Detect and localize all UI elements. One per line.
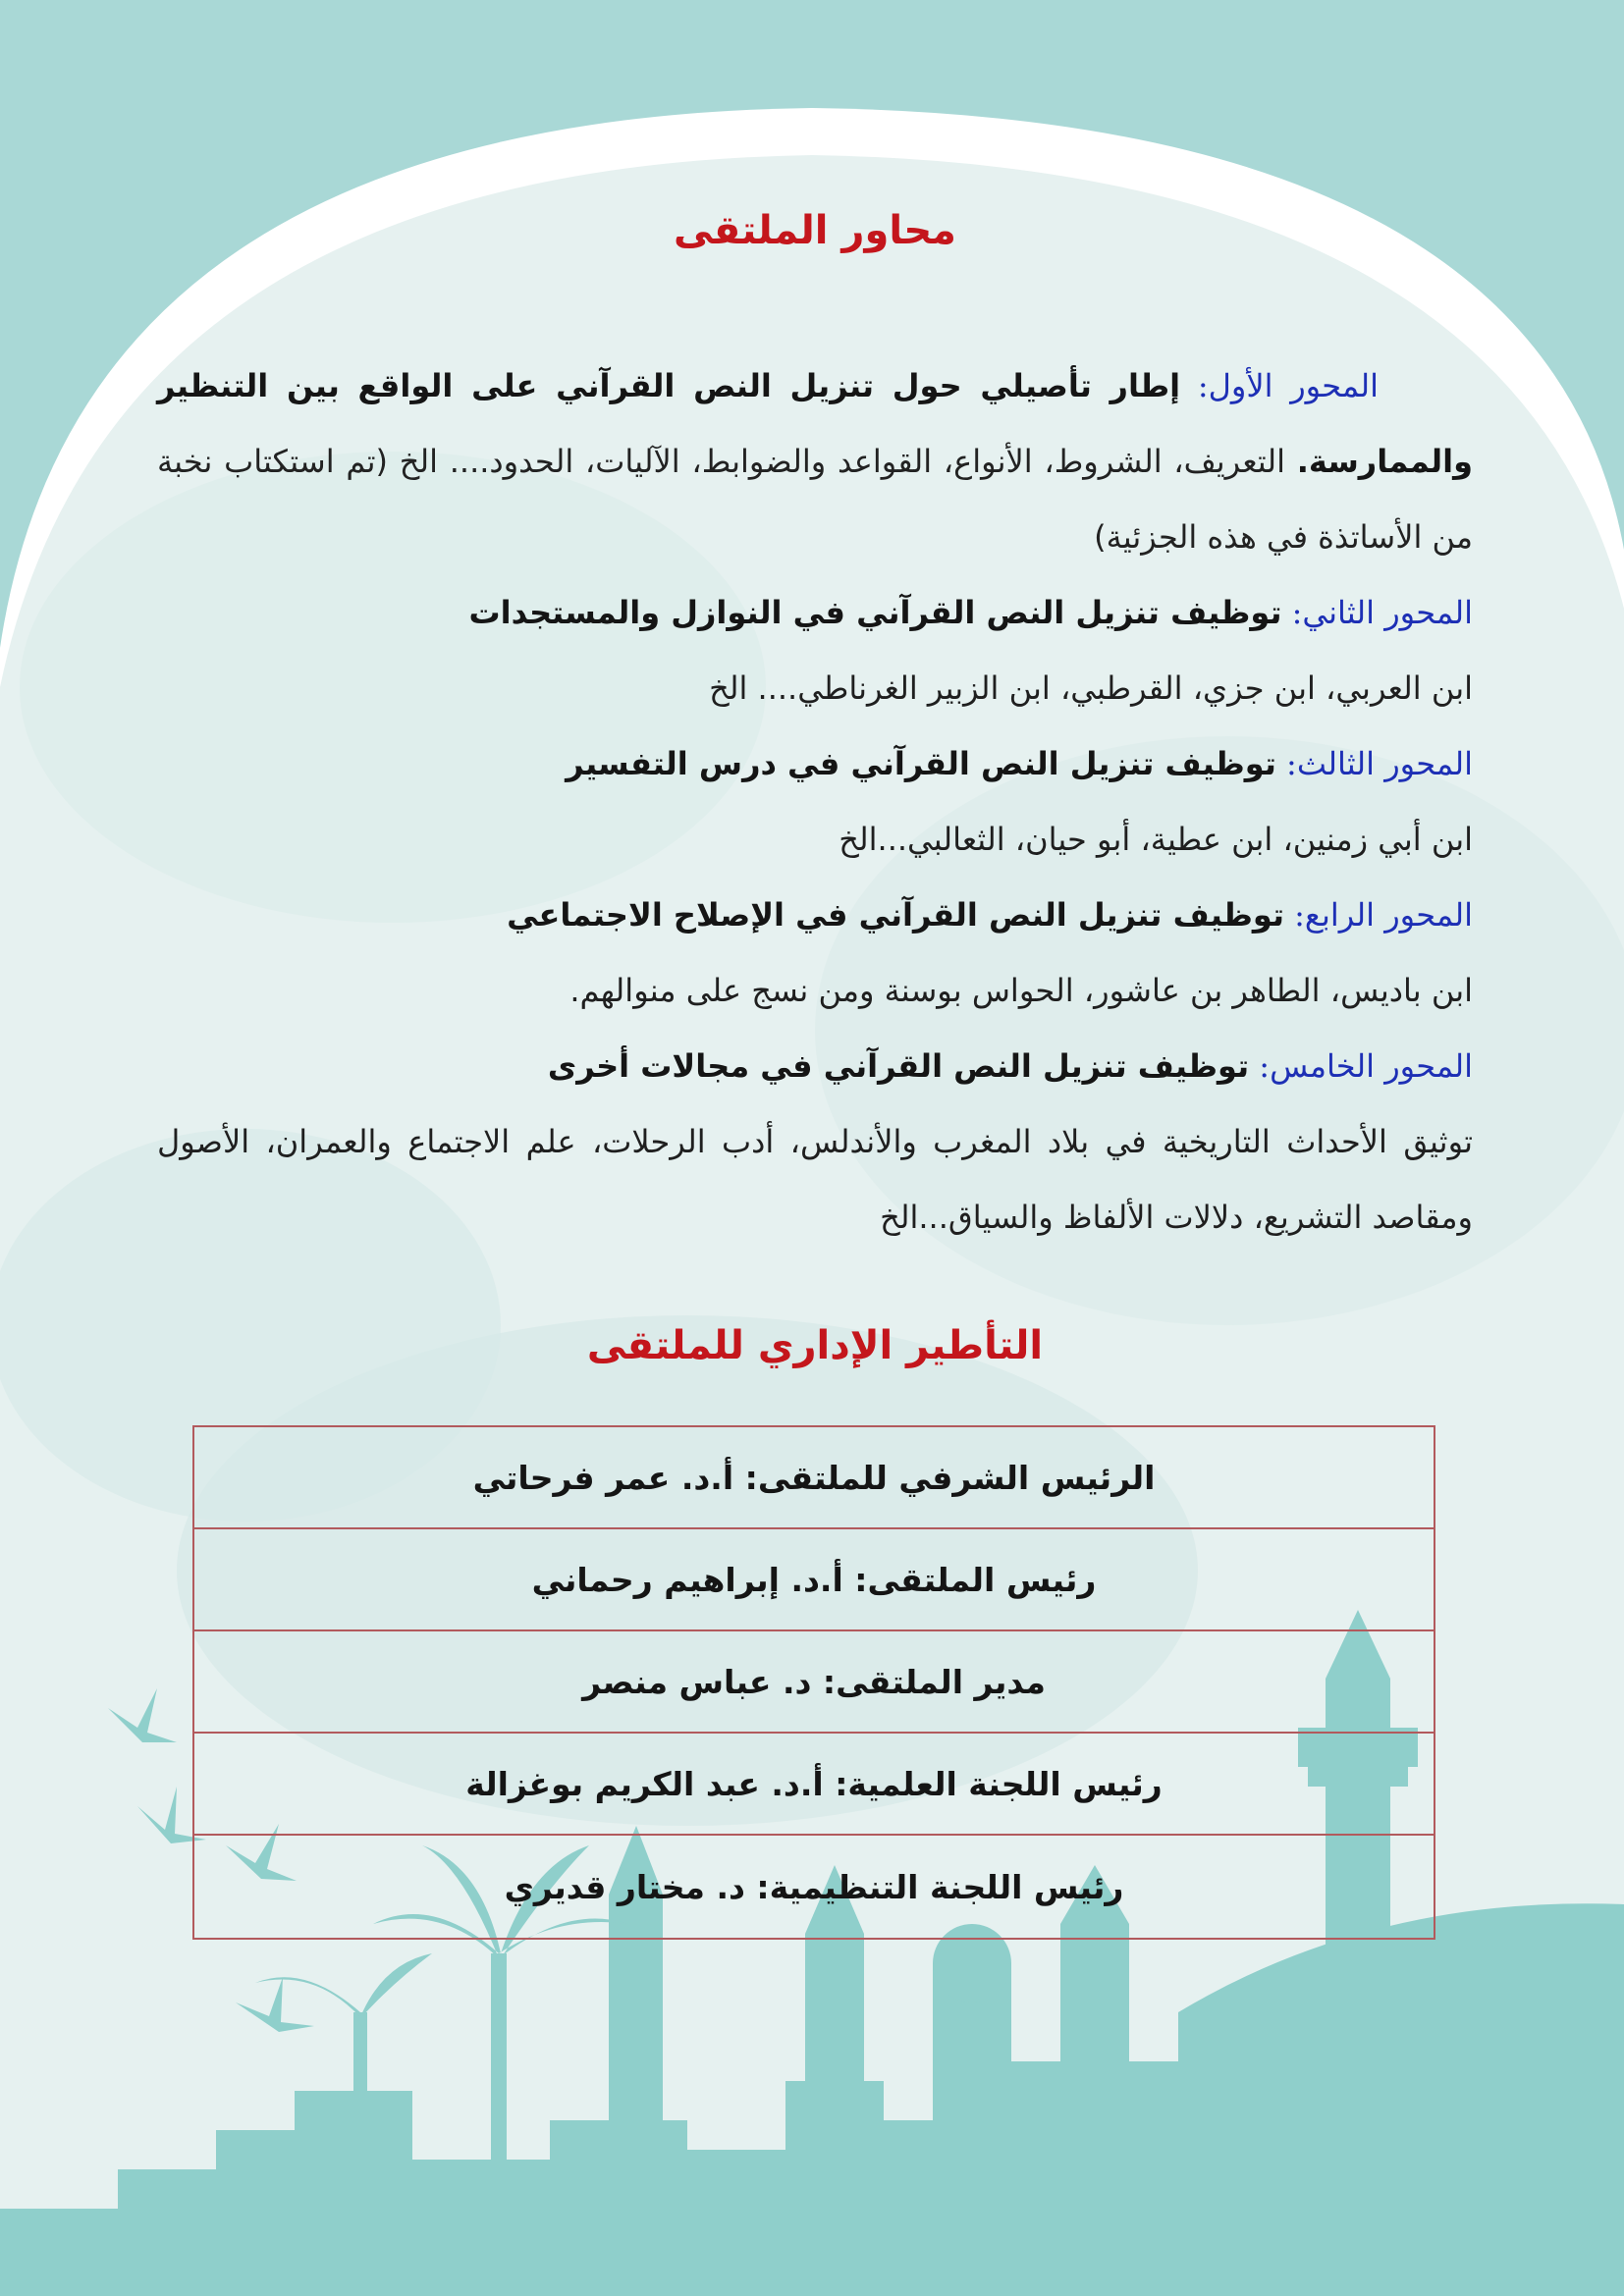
axis-label: المحور الخامس: — [1259, 1047, 1473, 1085]
axis-label: المحور الثالث: — [1286, 745, 1473, 782]
admin-row-director: مدير الملتقى: د. عباس منصر — [194, 1631, 1434, 1734]
admin-row-president: رئيس الملتقى: أ.د. إبراهيم رحماني — [194, 1529, 1434, 1631]
admin-table — [192, 1425, 1435, 1940]
axis-item-5 — [157, 1029, 1473, 1104]
axis-heading: إطار تأصيلي حول تنزيل النص القرآني على الواقع بين التنظير والممارسة. — [157, 367, 1474, 480]
axis-item-3 — [157, 726, 1473, 802]
page-content — [157, 0, 1473, 2296]
axis-description-5: توثيق الأحداث التاريخية في بلاد المغرب والأندلس، أدب الرحلات، علم الاجتماع والعمران، الأصول ومقاصد التشريع، دلالات الألفاظ والسياق...الخ — [157, 1123, 1473, 1236]
axis-item-2 — [157, 575, 1473, 651]
axis-item-4 — [157, 878, 1473, 953]
axes-list — [157, 348, 1473, 1255]
axes-section-title: محاور الملتقى — [674, 208, 956, 253]
axis-label: المحور الثاني: — [1291, 594, 1473, 631]
admin-row-scientific-committee: رئيس اللجنة العلمية: أ.د. عبد الكريم بوغزالة — [194, 1734, 1434, 1836]
axis-heading: توظيف تنزيل النص القرآني في مجالات أخرى — [547, 1047, 1250, 1085]
axis-heading: توظيف تنزيل النص القرآني في النوازل والمستجدات — [468, 594, 1282, 631]
axis-label: المحور الرابع: — [1294, 896, 1473, 934]
admin-section-title: التأطير الإداري للملتقى — [586, 1323, 1044, 1368]
axis-heading: توظيف تنزيل النص القرآني في درس التفسير — [566, 745, 1276, 782]
axis-heading: توظيف تنزيل النص القرآني في الإصلاح الاجتماعي — [507, 896, 1284, 934]
admin-row-organizing-committee: رئيس اللجنة التنظيمية: د. مختار قديري — [504, 1867, 1124, 1906]
admin-row-honorary-president: الرئيس الشرفي للملتقى: أ.د. عمر فرحاتي — [194, 1427, 1434, 1529]
axis-item-1 — [157, 348, 1473, 575]
axis-description-3: ابن أبي زمنين، ابن عطية، أبو حيان، الثعالبي...الخ — [839, 821, 1473, 858]
axis-label: المحور الأول: — [1197, 367, 1380, 404]
axis-description-4: ابن باديس، الطاهر بن عاشور، الحواس بوسنة ومن نسج على منوالهم. — [569, 972, 1473, 1009]
axis-description-2: ابن العربي، ابن جزي، القرطبي، ابن الزبير الغرناطي.... الخ — [709, 669, 1473, 707]
axis-description: التعريف، الشروط، الأنواع، القواعد والضوابط، الآليات، الحدود.... الخ (تم استكتاب نخبة من الأساتذة في هذه الجزئية) — [157, 443, 1473, 556]
